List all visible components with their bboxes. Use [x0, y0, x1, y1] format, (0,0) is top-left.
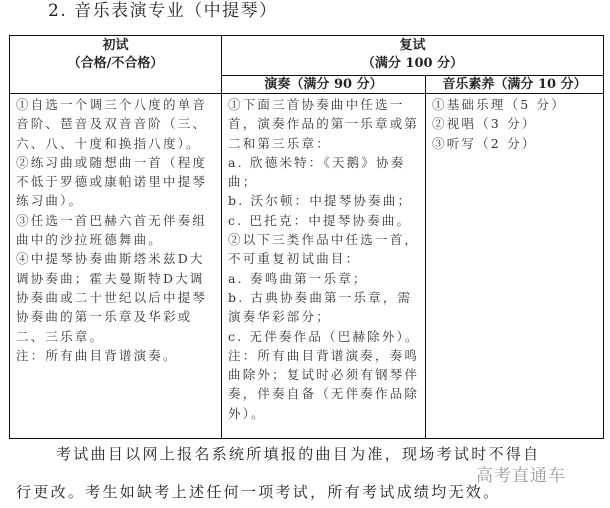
- initial-exam-content: [10, 94, 222, 439]
- section-heading: 2. 音乐表演专业（中提琴）: [48, 1, 278, 21]
- initial-exam-subtitle: （合格/不合格）: [67, 56, 164, 71]
- performance-content: [222, 94, 426, 439]
- musicianship-header: 音乐素养（满分 10 分）: [426, 76, 604, 94]
- retest-subtitle: （满分 100 分）: [361, 56, 464, 71]
- notice-paragraph-line1: 考试曲目以网上报名系统所填报的曲目为准，现场考试时不得自: [56, 445, 541, 463]
- watermark: 高考直通车: [476, 466, 566, 486]
- initial-exam-title: 初试: [102, 38, 129, 53]
- list-item: c. 巴托克：中提琴协奏曲。: [228, 212, 412, 228]
- initial-exam-header: [10, 36, 222, 94]
- notice-paragraph-line2: 行更改。考生如缺考上述任何一项考试，所有考试成绩均无效。: [16, 483, 501, 501]
- retest-title: 复试: [399, 38, 426, 53]
- list-item: c. 无伴奏作品（巴赫除外）。: [228, 328, 420, 344]
- list-item: b. 古典协奏曲第一乐章，需演奏华彩部分；: [228, 289, 413, 325]
- list-item: ②视唱（3 分）: [432, 116, 537, 132]
- list-item: a. 欣德米特：《天鹅》协奏曲；: [228, 154, 406, 190]
- list-item: ①自选一个调三个八度的单音音阶、琶音及双音音阶（三、六、八、十度和换指八度）。: [16, 97, 208, 151]
- musicianship-content: [426, 94, 604, 439]
- list-item: a. 奏鸣曲第一乐章；: [228, 270, 368, 286]
- list-item: ④中提琴协奏曲斯塔米兹D大调协奏曲；霍夫曼斯特D大调协奏曲或二十世纪以后中提琴协奏曲的第一乐章及华彩或二、三乐章。: [16, 251, 208, 344]
- note-item: 注：所有曲目背谱演奏。: [16, 347, 178, 363]
- retest-header: [222, 36, 604, 76]
- list-item: ②练习曲或随想曲一首（程度不低于罗德或康帕诺里中提琴练习曲）。: [16, 154, 208, 209]
- exam-requirements-table: [9, 35, 604, 439]
- list-item: ③听写（2 分）: [432, 135, 537, 151]
- list-item: ①基础乐理（5 分）: [432, 97, 566, 112]
- list-item: b. 沃尔顿：中提琴协奏曲；: [228, 193, 413, 209]
- note-item: 注：所有曲目背谱演奏，奏鸣曲除外；复试时必须有钢琴伴奏，伴奏自备（无伴奏作品除外）。: [228, 347, 420, 421]
- list-item: ②以下三类作品中任选一首，不可重复初试曲目：: [228, 232, 420, 267]
- list-item: ①下面三首协奏曲中任选一首，演奏作品的第一乐章或第二和第三乐章：: [228, 97, 420, 151]
- performance-header: 演奏（满分 90 分）: [222, 76, 426, 94]
- list-item: ③任选一首巴赫六首无伴奏组曲中的沙拉班德舞曲。: [16, 212, 208, 248]
